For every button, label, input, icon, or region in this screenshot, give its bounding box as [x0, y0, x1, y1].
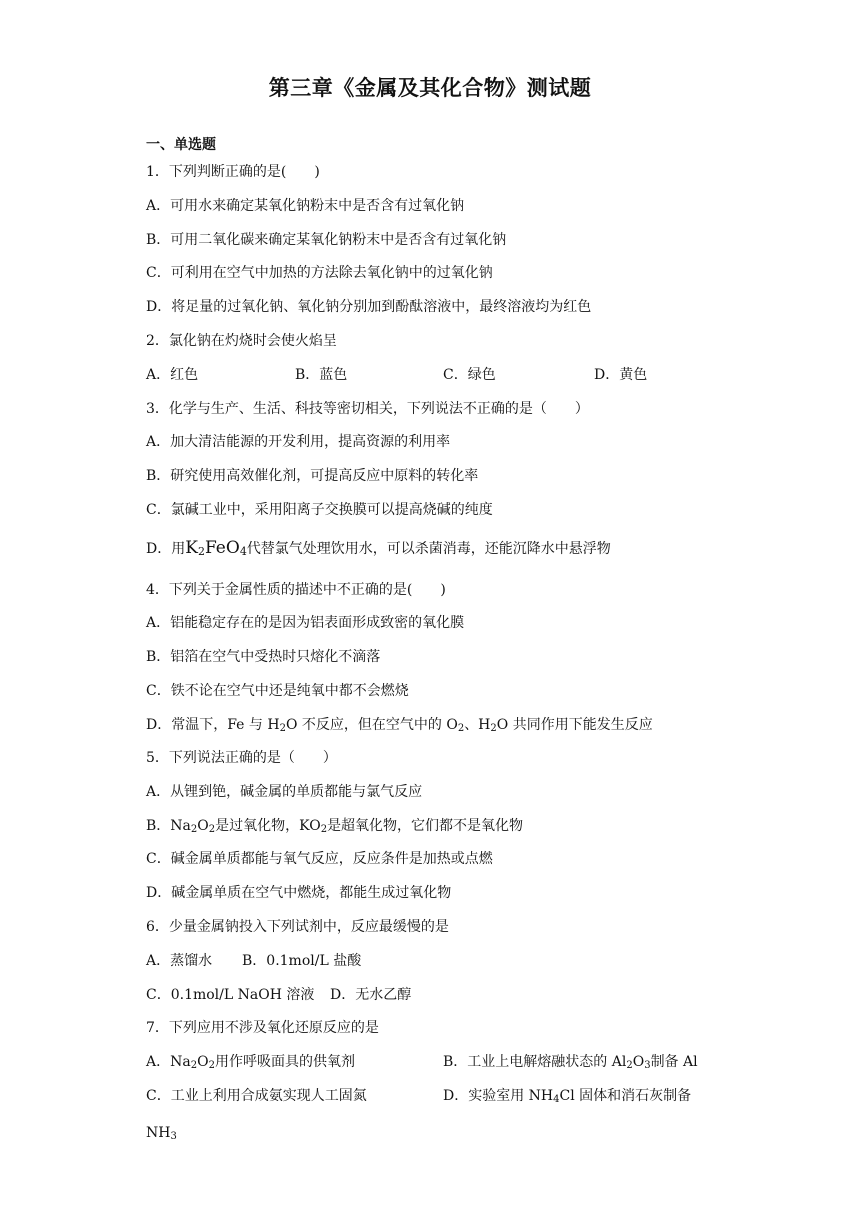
question-2-stem: 2．氯化钠在灼烧时会使火焰呈 [146, 333, 337, 349]
text-part: 制备 Al [650, 1054, 698, 1070]
subscript: 2 [457, 723, 465, 734]
question-1-option-a: A．可用水来确定某氧化钠粉末中是否含有过氧化钠 [146, 198, 465, 214]
question-3-option-c: C．氯碱工业中，采用阳离子交换膜可以提高烧碱的纯度 [146, 502, 493, 518]
text-part: B．工业上电解熔融状态的 Al [443, 1054, 627, 1070]
subscript: 2 [190, 1060, 198, 1071]
question-1-option-b: B．可用二氧化碳来确定某氧化钠粉末中是否含有过氧化钠 [146, 232, 507, 248]
text-part: 、H [464, 717, 491, 733]
subscript: 2 [279, 723, 286, 734]
question-1-option-c: C．可利用在空气中加热的方法除去氧化钠中的过氧化钠 [146, 265, 493, 281]
question-5-option-d: D．碱金属单质在空气中燃烧，都能生成过氧化物 [146, 885, 452, 901]
question-1-option-d: D．将足量的过氧化钠、氧化钠分别加到酚酞溶液中，最终溶液均为红色 [146, 299, 592, 315]
question-3-option-b: B．研究使用高效催化剂，可提高反应中原料的转化率 [146, 468, 479, 484]
formula-part: K [185, 538, 198, 558]
text-part: O [197, 818, 209, 834]
question-3-option-a: A．加大清洁能源的开发利用，提高资源的利用率 [146, 434, 451, 450]
text-part: 用作呼吸面具的供氧剂 [214, 1054, 355, 1070]
question-6-option-d: D．无水乙醇 [330, 987, 412, 1003]
question-4-option-d [146, 716, 653, 734]
subscript: 2 [320, 824, 328, 835]
formula-subscript: 4 [239, 545, 247, 558]
question-7-option-a [146, 1053, 355, 1071]
text-part: O 不反应，但在空气中的 O [285, 717, 458, 733]
question-2-option-c: C．绿色 [443, 367, 496, 383]
question-6-option-c: C．0.1mol/L NaOH 溶液 [146, 987, 315, 1003]
question-7-option-c: C．工业上利用合成氨实现人工固氮 [146, 1088, 367, 1104]
text-part: 是过氧化物，KO [215, 818, 321, 834]
text-part: B．Na [146, 818, 191, 834]
question-2-option-b: B．蓝色 [295, 367, 348, 383]
option-d-prefix: D．用 [146, 541, 186, 557]
text-part: D．实验室用 NH [443, 1088, 554, 1104]
question-6-option-b: B．0.1mol/L 盐酸 [242, 953, 362, 969]
subscript: 4 [553, 1094, 560, 1105]
text-part: D．常温下，Fe 与 H [146, 717, 280, 733]
question-5-option-a: A．从锂到铯，碱金属的单质都能与氯气反应 [146, 784, 423, 800]
formula-part: FeO [204, 538, 240, 558]
question-4-option-b: B．铝箔在空气中受热时只熔化不滴落 [146, 649, 381, 665]
question-3-stem: 3．化学与生产、生活、科技等密切相关，下列说法不正确的是（ ） [146, 401, 589, 417]
question-6-stem: 6．少量金属钠投入下列试剂中，反应最缓慢的是 [146, 919, 449, 935]
text-part: O [632, 1054, 645, 1070]
subscript: 2 [208, 824, 216, 835]
page-title: 第三章《金属及其化合物》测试题 [268, 76, 592, 100]
question-7-option-d-continued [146, 1124, 177, 1142]
option-d-text: 代替氯气处理饮用水，可以杀菌消毒，还能沉降水中悬浮物 [246, 541, 611, 557]
subscript: 3 [644, 1060, 651, 1071]
subscript: 2 [490, 723, 497, 734]
subscript: 2 [190, 824, 198, 835]
text-part: O 共同作用下能发生反应 [496, 717, 653, 733]
subscript: 2 [208, 1060, 215, 1071]
question-5-option-b [146, 817, 523, 835]
text-part: NH [146, 1125, 171, 1141]
formula-k2feo4 [185, 538, 247, 558]
section-heading: 一、单选题 [146, 137, 216, 153]
text-part: A．Na [146, 1054, 191, 1070]
text-part: Cl 固体和消石灰制备 [559, 1088, 692, 1104]
question-7-option-b [443, 1053, 698, 1071]
subscript: 2 [626, 1060, 633, 1071]
question-7-option-d [443, 1087, 691, 1105]
question-7-stem: 7．下列应用不涉及氧化还原反应的是 [146, 1020, 379, 1036]
question-2-option-d: D．黄色 [594, 367, 648, 383]
question-4-option-c: C．铁不论在空气中还是纯氧中都不会燃烧 [146, 683, 409, 699]
question-4-option-a: A．铝能稳定存在的是因为铝表面形成致密的氧化膜 [146, 615, 465, 631]
text-part: O [197, 1054, 209, 1070]
question-3-option-d [146, 539, 611, 558]
text-part: 是超氧化物，它们都不是氧化物 [327, 818, 524, 834]
subscript: 3 [170, 1131, 177, 1142]
question-1-stem: 1．下列判断正确的是( ) [146, 164, 320, 180]
question-5-stem: 5．下列说法正确的是（ ） [146, 750, 337, 766]
question-4-stem: 4．下列关于金属性质的描述中不正确的是( ) [146, 582, 446, 598]
formula-subscript: 2 [197, 545, 205, 558]
question-6-option-a: A．蒸馏水 [146, 953, 213, 969]
question-5-option-c: C．碱金属单质都能与氧气反应，反应条件是加热或点燃 [146, 851, 493, 867]
question-2-option-a: A．红色 [146, 367, 199, 383]
